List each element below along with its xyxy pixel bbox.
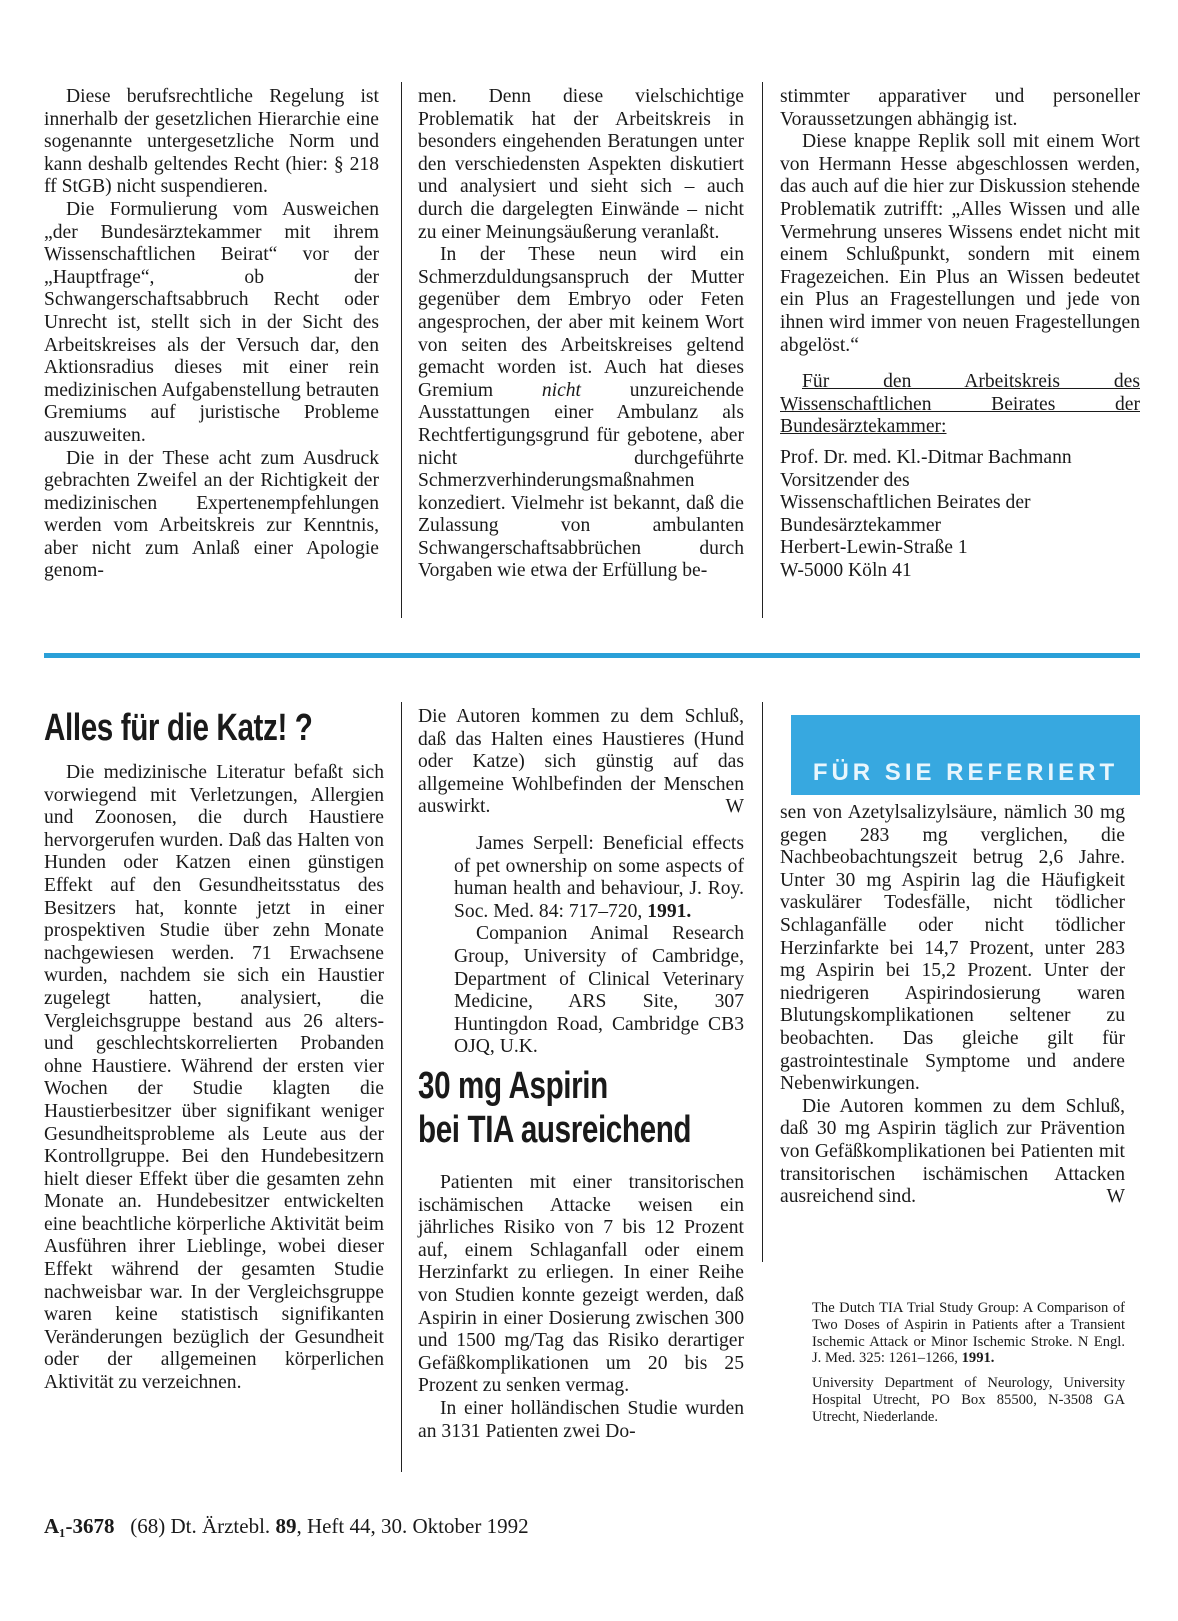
headline <box>418 1064 692 1152</box>
letter-column-1 <box>44 86 379 583</box>
signature-line: Herbert-Lewin-Straße 1 <box>780 537 968 559</box>
citation: (68) Dt. Ärztebl. <box>130 1514 271 1538</box>
signature-line: Prof. Dr. med. Kl.-Ditmar Bachmann <box>780 446 1072 468</box>
aspirin-article <box>418 1064 744 1443</box>
page-code: A₁-3678 <box>44 1514 115 1538</box>
paragraph: Patienten mit einer transitorischen ischämischen Attacke weisen ein jährliches Risiko von 7 bis 12 Prozent auf, einem Schlaganfall oder einem Herzinfarkt zu erliegen. In einer Reihe von Studien konnte gezeigt werden, daß Aspirin in einer Dosierung zwischen 300 und 1500 mg/Tag das Risiko derartiger Gefäßkomplikationen um 20 bis 25 Prozent zu senken vermag. <box>418 1172 744 1397</box>
rubric-box <box>791 715 1140 795</box>
signature-intro: Für den Arbeitskreis des Wissenschaftlichen Beirates der Bundesärztekammer: <box>780 371 1140 438</box>
signature-block <box>780 447 1140 583</box>
paragraph: Diese berufsrechtliche Regelung ist innerhalb der gesetzlichen Hierarchie eine sogenannte untergesetzliche Norm und kann deshalb geltendes Recht (hier: § 218 ff StGB) nicht suspendieren. <box>44 86 379 198</box>
aspirin-article-continued <box>780 802 1125 1209</box>
reference-address: University Department of Neurology, University Hospital Utrecht, PO Box 85500, N-3508 GA Utrecht, Niederlande. <box>812 1375 1125 1425</box>
page-footer <box>44 1514 529 1539</box>
column-rule <box>401 702 402 1472</box>
reference: The Dutch TIA Trial Study Group: A Comparison of Two Doses of Aspirin in Patients after a Transient Ischemic Attack or Minor Ischemic Stroke. N Engl. J. Med. 325: 1261–1266, 1991. <box>812 1300 1125 1367</box>
reference-address: Companion Animal Research Group, University of Cambridge, Department of Clinical Veterinary Medicine, ARS Site, 307 Huntingdon Road, Cambridge CB3 OJQ, U.K. <box>454 923 744 1058</box>
paragraph: In der These neun wird ein Schmerzduldungsanspruch der Mutter gegenüber dem Embryo oder Feten angesprochen, der aber mit keinem Wort von seiten des Arbeitskreises geltend gemacht worden ist. Auch hat dieses Gremium nicht unzureichende Ausstattungen einer Ambulanz als Rechtfertigungsgrund für gebotene, aber nicht durchgeführte Schmerzverhinderungsmaßnahmen konzediert. Vielmehr ist bekannt, daß die Zulassung von ambulanten Schwangerschaftsabbrüchen durch Vorgaben wie etwa der Erfüllung be- <box>418 244 744 582</box>
paragraph: Die in der These acht zum Ausdruck gebrachten Zweifel an der Richtigkeit der medizinischen Expertenempfehlungen werden vom Arbeitskreis zur Kenntnis, aber nicht zum Anlaß einer Apologie genom- <box>44 447 379 582</box>
paragraph: Die Autoren kommen zu dem Schluß, daß 30 mg Aspirin täglich zur Prävention von Gefäßkomplikationen bei Patienten mit transitorischen ischämischen Attacken ausreichend sind. W <box>780 1095 1125 1208</box>
author-mark: W <box>725 796 744 818</box>
letter-column-3 <box>780 86 1140 582</box>
signature-line: Wissenschaftlichen Beirates der <box>780 492 1031 514</box>
issue: , Heft 44, 30. Oktober 1992 <box>296 1514 529 1538</box>
paragraph: Die Formulierung vom Ausweichen „der Bundesärztekammer mit ihrem Wissenschaftlichen Beirat“ vor der „Hauptfrage“, ob der Schwangerschaftsabbruch Recht oder Unrecht ist, stellt sich in der Sicht des Arbeitskreises als der Versuch dar, den Aktionsradius dieses mit einer rein medizinischen Aufgabenstellung betrauten Gremiums auf juristische Probleme auszuweiten. <box>44 198 379 446</box>
column-rule <box>762 702 763 1262</box>
paragraph: stimmter apparativer und personeller Voraussetzungen abhängig ist. <box>780 86 1140 130</box>
paragraph: Die medizinische Literatur befaßt sich vorwiegend mit Verletzungen, Allergien und Zoonosen, die durch Haustiere hervorgerufen wurden. Daß das Halten von Hunden oder Katzen einen günstigen Effekt auf den Gesundheitsstatus des Besitzers hat, konnte jetzt in einer prospektiven Studie über zehn Monate nachgewiesen werden. 71 Erwachsene wurden, nachdem sie sich ein Haustier zugelegt hatten, analysiert, die Vergleichsgruppe bestand aus 26 alters- und geschlechtskorrelierten Probanden ohne Haustiere. Während der ersten vier Wochen der Studie klagten die Haustierbesitzer über signifikant weniger Gesundheitsprobleme als Leute aus der Kontrollgruppe. Bei den Hundebesitzern hielt dieser Effekt über die gesamten zehn Monate an. Hundebesitzer entwickelten eine beachtliche körperliche Aktivität beim Ausführen ihrer Lieblinge, wobei dieser Effekt während der gesamten Studie nachweisbar war. In der Vergleichsgruppe waren keine statistisch signifikanten Veränderungen bezüglich der Gesundheit oder der allgemeinen körperlichen Aktivität zu verzeichnen. <box>44 762 384 1394</box>
signature-line: Bundesärztekammer <box>780 514 942 536</box>
katz-article-continued <box>418 706 744 1059</box>
reference: James Serpell: Beneficial effects of pet ownership on some aspects of human health and behaviour, J. Roy. Soc. Med. 84: 717–720, 1991. <box>454 832 744 922</box>
paragraph: Die Autoren kommen zu dem Schluß, daß das Halten eines Haustieres (Hund oder Katze) sich günstig auf das allgemeine Wohlbefinden der Menschen auswirkt. W <box>418 706 744 818</box>
katz-article <box>44 706 384 1395</box>
column-rule <box>401 82 402 618</box>
author-mark: W <box>1106 1186 1125 1208</box>
emphasis: nicht <box>541 379 582 401</box>
paragraph: sen von Azetylsalizylsäure, nämlich 30 mg gegen 283 mg verglichen, die Nachbeobachtungszeit betrug 2,6 Jahre. Unter 30 mg Aspirin lag die Häufigkeit vaskulärer Todesfälle, nicht tödlicher Schlaganfälle oder nicht tödlicher Herzinfarkte bei 14,7 Prozent, unter 283 mg Aspirin bei 15,2 Prozent. Unter der niedrigeren Aspirindosierung waren Blutungskomplikationen seltener zu beobachten. Das gleiche gilt für gastrointestinale Symptome und andere Nebenwirkungen. <box>780 802 1125 1095</box>
volume: 89 <box>275 1514 297 1538</box>
paragraph: men. Denn diese vielschichtige Problematik hat der Arbeitskreis in besonders eingehenden Beratungen unter den verschiedensten Aspekten diskutiert und analysiert und sieht sich – auch durch die dargelegten Einwände – nicht zu einer Meinungsäußerung veranlaßt. <box>418 86 744 243</box>
signature-line: Vorsitzender des <box>780 469 910 491</box>
signature-line: W-5000 Köln 41 <box>780 559 912 581</box>
column-rule <box>762 82 763 618</box>
paragraph: Diese knappe Replik soll mit einem Wort von Hermann Hesse abgeschlossen werden, das auch auf die hier zur Diskussion stehende Problematik zutrifft: „Alles Wissen und alle Vermehrung unseres Wissens endet nicht mit einem Schlußpunkt, sondern mit einem Fragezeichen. Ein Plus an Wissen bedeutet ein Plus an Fragestellungen und jede von ihnen wird immer von neuen Fragestellungen abgelöst.“ <box>780 131 1140 356</box>
aspirin-references <box>812 1300 1125 1434</box>
section-divider <box>44 653 1140 658</box>
rubric-label: FÜR SIE REFERIERT <box>812 759 1119 786</box>
headline: Alles für die Katz! ? <box>44 707 313 749</box>
paragraph: In einer holländischen Studie wurden an 3131 Patienten zwei Do- <box>418 1397 744 1442</box>
headline-line: bei TIA ausreichend <box>418 1109 692 1151</box>
letter-column-2 <box>418 86 744 583</box>
headline-line: 30 mg Aspirin <box>418 1065 608 1107</box>
